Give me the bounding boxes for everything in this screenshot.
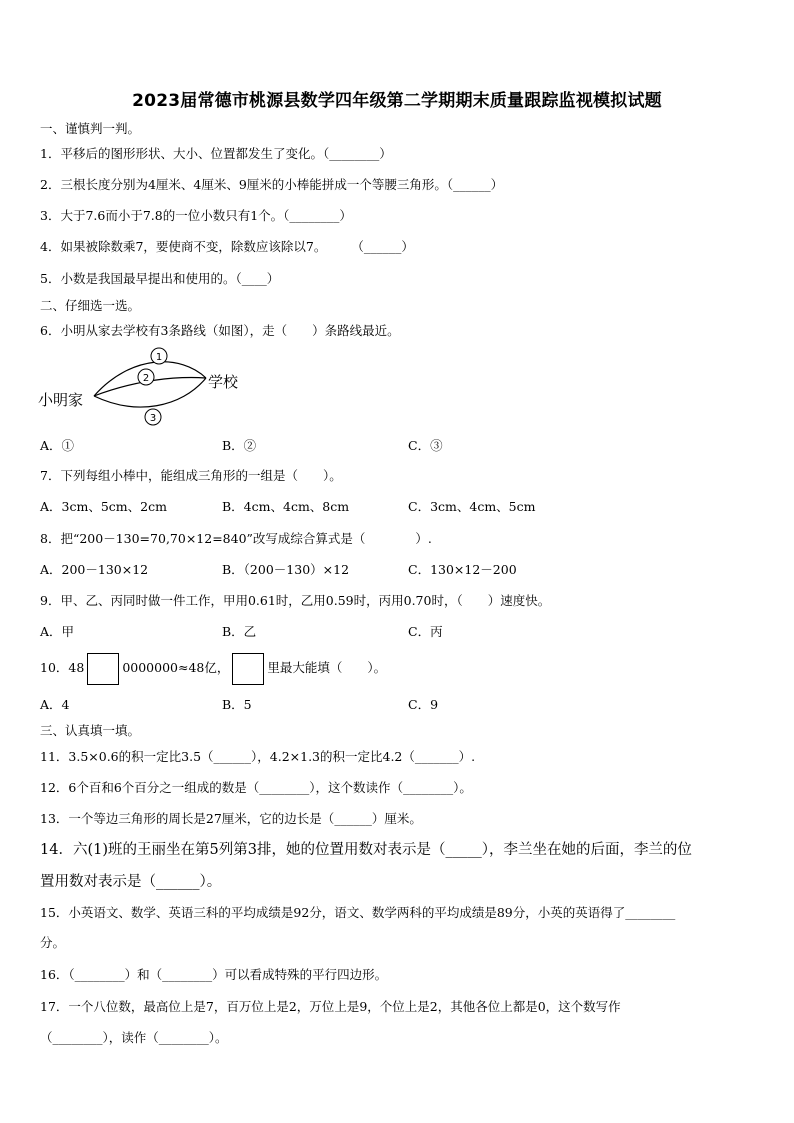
option-6a: A．① <box>40 438 75 453</box>
question-14-line-1: 14．六(1)班的王丽坐在第5列第3排，她的位置用数对表示是（_____），李兰坐在她的后面，李兰的位 <box>40 842 692 858</box>
section-heading-1: 一、谨慎判一判。 <box>40 121 141 136</box>
option-10c: C．9 <box>408 697 439 712</box>
option-9a: A．甲 <box>40 624 75 639</box>
question-15-line-2: 分。 <box>40 935 66 950</box>
blank-box-2[interactable] <box>232 653 264 685</box>
option-7a: A．3cm、5cm、2cm <box>40 499 167 514</box>
option-10b: B．5 <box>222 697 252 712</box>
option-8b: B．（200－130）×12 <box>222 562 350 577</box>
home-label: 小明家 <box>38 391 84 409</box>
option-8c: C．130×12－200 <box>408 562 517 577</box>
option-7c: C．3cm、4cm、5cm <box>408 499 536 514</box>
question-2: 2．三根长度分别为4厘米、4厘米、9厘米的小棒能拼成一个等腰三角形。（______） <box>40 177 504 192</box>
question-9: 9．甲、乙、丙同时做一件工作，甲用0.61时，乙用0.59时，丙用0.70时，（ ）速度快。 <box>40 593 551 608</box>
question-3: 3．大于7.6而小于7.8的一位小数只有1个。（________） <box>40 208 352 223</box>
route-figure <box>36 344 266 430</box>
question-11: 11．3.5×0.6的积一定比3.5（______），4.2×1.3的积一定比4.2（_______）. <box>40 749 476 764</box>
question-5: 5．小数是我国最早提出和使用的。（____） <box>40 271 280 286</box>
option-8a: A．200－130×12 <box>40 562 149 577</box>
route-1-number: 1 <box>155 352 163 363</box>
section-heading-2: 二、仔细选一选。 <box>40 298 141 313</box>
question-14-line-2: 置用数对表示是（______）。 <box>40 874 222 890</box>
question-10-part-3: 里最大能填（ ）。 <box>267 660 387 675</box>
question-4: 4．如果被除数乘7，要使商不变，除数应该除以7。 （______） <box>40 239 414 254</box>
question-10-part-2: 0000000≈48亿， <box>122 660 230 675</box>
page-title: 2023届常德市桃源县数学四年级第二学期期末质量跟踪监视模拟试题 <box>132 91 662 111</box>
blank-box-1[interactable] <box>87 653 119 685</box>
question-1: 1．平移后的图形形状、大小、位置都发生了变化。（________） <box>40 146 392 161</box>
option-9c: C．丙 <box>408 624 443 639</box>
question-8: 8．把“200－130=70,70×12=840”改写成综合算式是（ ）. <box>40 531 432 546</box>
route-2-number: 2 <box>142 373 150 384</box>
option-7b: B．4cm、4cm、8cm <box>222 499 350 514</box>
question-6: 6．小明从家去学校有3条路线（如图），走（ ）条路线最近。 <box>40 323 400 338</box>
option-6b: B．② <box>222 438 257 453</box>
question-17-line-1: 17．一个八位数，最高位上是7，百万位上是2，万位上是9，个位上是2，其他各位上都是0，这个数写作 <box>40 999 621 1014</box>
section-heading-3: 三、认真填一填。 <box>40 723 141 738</box>
option-6c: C．③ <box>408 438 443 453</box>
question-10-part-1: 10．48 <box>40 660 85 675</box>
question-15-line-1: 15．小英语文、数学、英语三科的平均成绩是92分，语文、数学两科的平均成绩是89分，小英的英语得了________ <box>40 905 676 920</box>
school-label: 学校 <box>208 373 239 391</box>
question-17-line-2: （________），读作（________）。 <box>40 1030 228 1045</box>
question-12: 12．6个百和6个百分之一组成的数是（________），这个数读作（________）。 <box>40 780 472 795</box>
question-10 <box>40 652 386 686</box>
question-13: 13．一个等边三角形的周长是27厘米，它的边长是（______）厘米。 <box>40 811 422 826</box>
question-16: 16．（________）和（________）可以看成特殊的平行四边形。 <box>40 967 388 982</box>
option-10a: A．4 <box>40 697 70 712</box>
route-3-number: 3 <box>149 413 157 424</box>
option-9b: B．乙 <box>222 624 257 639</box>
question-7: 7．下列每组小棒中，能组成三角形的一组是（ ）。 <box>40 468 342 483</box>
